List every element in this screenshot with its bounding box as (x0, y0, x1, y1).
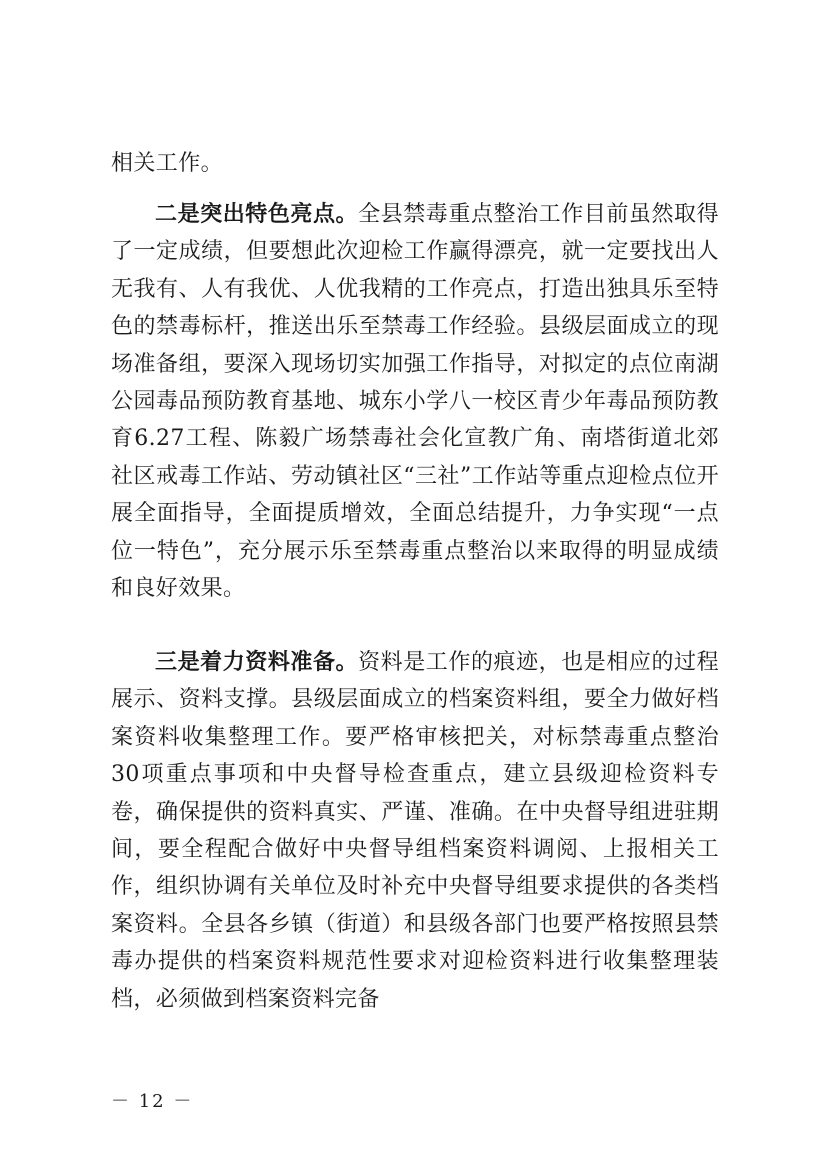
paragraph-highlights (111, 196, 719, 607)
paragraph-body: 全县禁毒重点整治工作目前虽然取得了一定成绩，但要想此次迎检工作赢得漂亮，就一定要找出人无我有、人有我优、人优我精的工作亮点，打造出独具乐至特色的禁毒标杆，推送出乐至禁毒工作经验。县级层面成立的现场准备组，要深入现场切实加强工作指导，对拟定的点位南湖公园毒品预防教育基地、城东小学八一校区青少年毒品预防教育6.27工程、陈毅广场禁毒社会化宣教广角、南塔街道北郊社区戒毒工作站、劳动镇社区“三社”工作站等重点迎检点位开展全面指导，全面提质增效，全面总结提升，力争实现“一点位一特色”，充分展示乐至禁毒重点整治以来取得的明显成绩和良好效果。 (111, 202, 720, 602)
continuation-text: 相关工作。 (111, 151, 224, 176)
paragraph-heading: 二是突出特色亮点。 (155, 201, 359, 227)
page-number: － 12 － (111, 1091, 194, 1112)
paragraph-materials (111, 644, 719, 1018)
paragraph-heading: 三是着力资料准备。 (155, 649, 359, 675)
paragraph-body: 资料是工作的痕迹，也是相应的过程展示、资料支撑。县级层面成立的档案资料组，要全力做好档案资料收集整理工作。要严格审核把关，对标禁毒重点整治30项重点事项和中央督导检查重点，建立县级迎检资料专卷，确保提供的资料真实、严谨、准确。在中央督导组进驻期间，要全程配合做好中央督导组档案资料调阅、上报相关工作，组织协调有关单位及时补充中央督导组要求提供的各类档案资料。全县各乡镇（街道）和县级各部门也要严格按照县禁毒办提供的档案资料规范性要求对迎检资料进行收集整理装档，必须做到档案资料完备 (111, 650, 720, 1012)
